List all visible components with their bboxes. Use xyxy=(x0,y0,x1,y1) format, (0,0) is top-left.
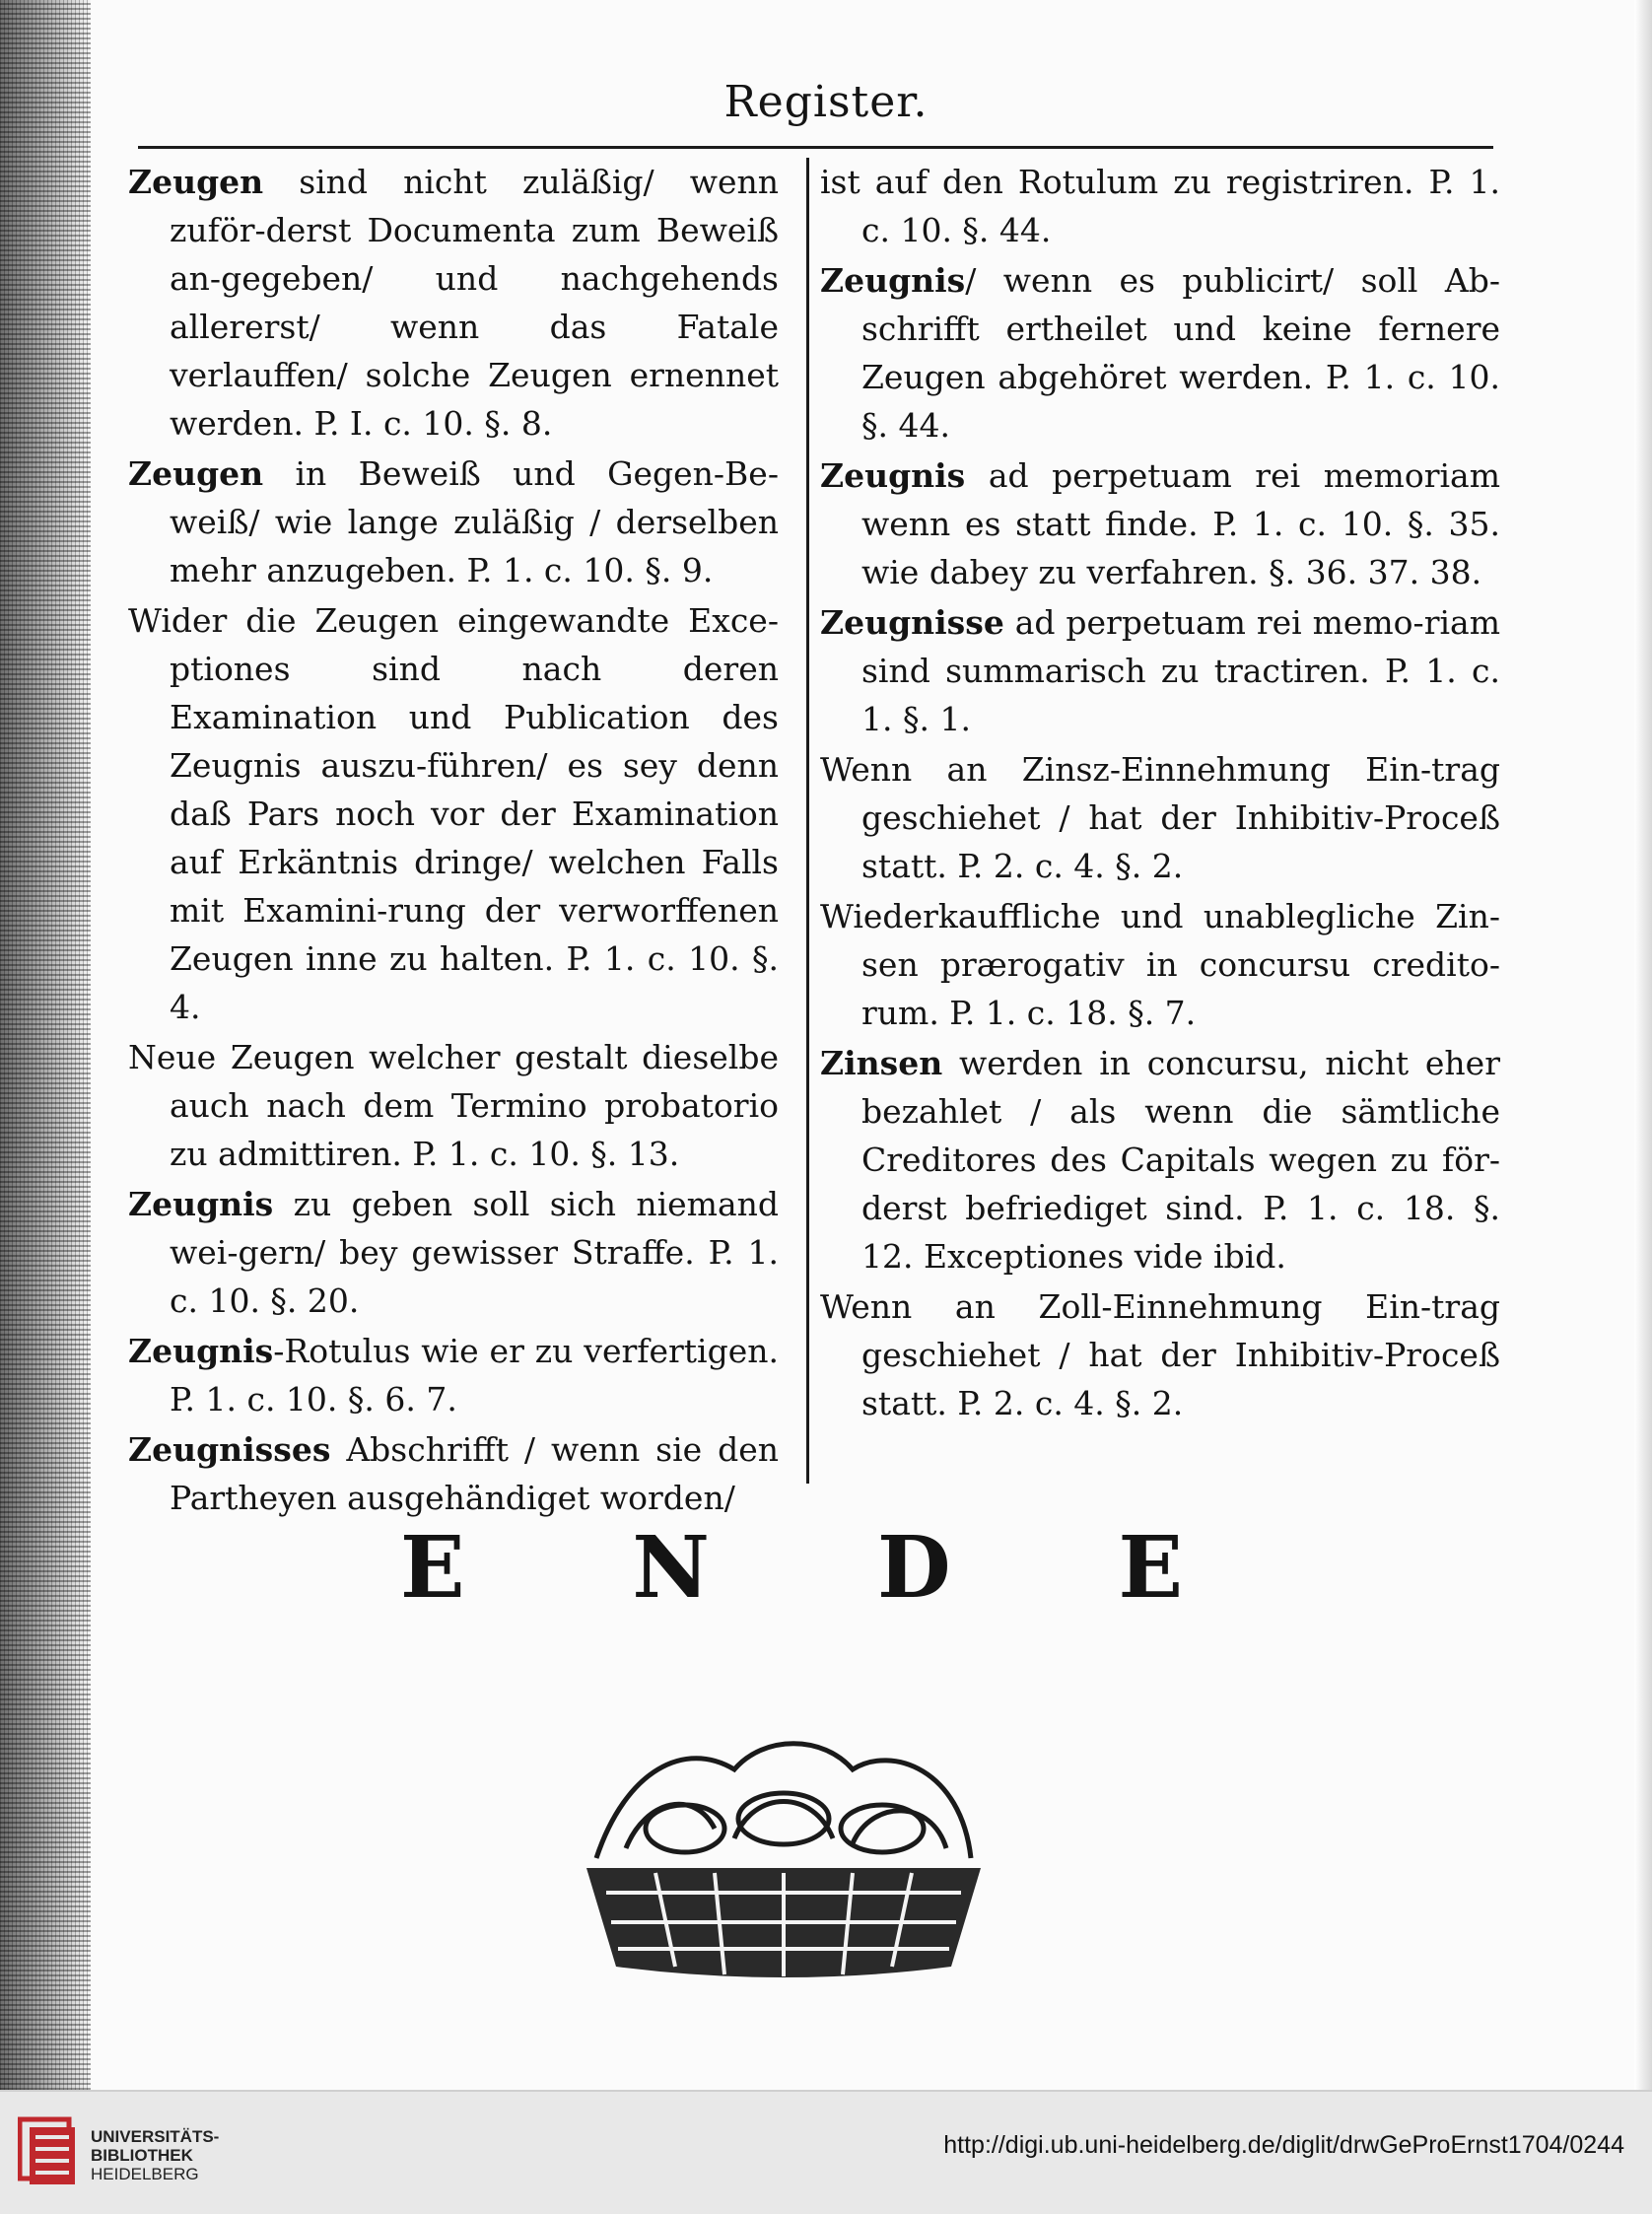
register-entry xyxy=(128,450,779,594)
entry-headword: Zeugnis xyxy=(128,1185,274,1223)
register-entry xyxy=(128,596,779,1031)
entry-text: / wenn es publicirt/ soll Ab-schrifft ertheilet und keine fernere Zeugen abgehöret werden. P. 1. c. 10. §. 44. xyxy=(861,261,1500,445)
register-entry xyxy=(820,256,1500,450)
entry-headword: Zeugnis xyxy=(128,1332,274,1370)
entry-text: zu geben soll sich niemand wei-gern/ bey gewisser Straffe. P. 1. c. 10. §. 20. xyxy=(170,1185,779,1320)
entry-text: ad perpetuam rei memoriam wenn es statt finde. P. 1. c. 10. §. 35. wie dabey zu verfahren. §. 36. 37. 38. xyxy=(861,456,1500,591)
register-entry xyxy=(128,1425,779,1522)
page-edge-left xyxy=(0,0,91,2090)
permalink-url[interactable]: http://digi.ub.uni-heidelberg.de/diglit/drwGeProErnst1704/0244 xyxy=(943,2131,1624,2159)
library-logo-icon[interactable] xyxy=(18,2113,79,2190)
library-name-line2: BIBLIOTHEK xyxy=(91,2146,193,2165)
entry-headword: Zinsen xyxy=(820,1044,943,1082)
entry-text: ist auf den Rotulum zu registriren. P. 1. c. 10. §. 44. xyxy=(820,163,1500,249)
entry-text: sind nicht zuläßig/ wenn zuför-derst Documenta zum Beweiß an-gegeben/ und nachgehends allererst/ wenn das Fatale verlauffen/ solche Zeugen ernennet werden. P. I. c. 10. §. 8. xyxy=(170,163,779,443)
entry-text: Wenn an Zinsz-Einnehmung Ein-trag geschiehet / hat der Inhibitiv-Proceß statt. P. 2. c. 4. §. 2. xyxy=(820,750,1500,885)
library-name-line1: UNIVERSITÄTS- xyxy=(91,2127,220,2146)
entry-text: ad perpetuam rei memo-riam sind summarisch zu tractiren. P. 1. c. 1. §. 1. xyxy=(861,603,1500,738)
register-entry xyxy=(128,1180,779,1325)
library-name xyxy=(91,2127,219,2183)
page-edge-right xyxy=(1634,0,1652,2090)
entry-text: Wenn an Zoll-Einnehmung Ein-trag geschiehet / hat der Inhibitiv-Proceß statt. P. 2. c. 4. §. 2. xyxy=(820,1287,1500,1422)
register-entry xyxy=(128,1327,779,1423)
register-entry xyxy=(820,451,1500,596)
basket-vignette-icon xyxy=(567,1730,1000,1986)
entry-headword: Zeugnisse xyxy=(820,603,1004,642)
register-entry xyxy=(820,892,1500,1037)
viewer-footer xyxy=(0,2090,1652,2214)
header-rule xyxy=(138,146,1493,149)
entry-text: in Beweiß und Gegen-Be-weiß/ wie lange zuläßig / derselben mehr anzugeben. P. 1. c. 10. §. 9. xyxy=(170,454,779,589)
entry-headword: Zeugnis xyxy=(820,261,966,300)
entry-text: -Rotulus wie er zu verfertigen. P. 1. c. 10. §. 6. 7. xyxy=(170,1332,779,1418)
register-entry xyxy=(820,745,1500,890)
entry-headword: Zeugnis xyxy=(820,456,966,495)
register-entry xyxy=(820,158,1500,254)
register-entry xyxy=(820,1039,1500,1280)
register-entry xyxy=(820,1282,1500,1427)
page-header: Register. xyxy=(723,77,929,127)
left-column xyxy=(128,158,779,1524)
entry-text: Wider die Zeugen eingewandte Exce-ptiones sind nach deren Examination und Publication des Zeugnis auszu-führen/ es sey denn daß Pars noch vor der Examination auf Erkäntnis dringe/ welchen Falls mit Examini-rung der verworffenen Zeugen inne zu halten. P. 1. c. 10. §. 4. xyxy=(128,601,779,1026)
entry-text: Wiederkauffliche und unablegliche Zin-sen prærogativ in concursu credito-rum. P. 1. c. 18. §. 7. xyxy=(820,897,1500,1032)
right-column xyxy=(820,158,1500,1429)
register-entry xyxy=(820,598,1500,743)
entry-headword: Zeugen xyxy=(128,454,264,493)
entry-text: Neue Zeugen welcher gestalt dieselbe auch nach dem Termino probatorio zu admittiren. P. 1. c. 10. §. 13. xyxy=(128,1038,779,1173)
ende-title: E N D E xyxy=(399,1518,1253,1618)
entry-headword: Zeugnisses xyxy=(128,1430,331,1469)
register-entry xyxy=(128,158,779,448)
entry-headword: Zeugen xyxy=(128,163,264,201)
register-entry xyxy=(128,1033,779,1178)
entry-text: werden in concursu, nicht eher bezahlet / als wenn die sämtliche Creditores des Capitals wegen zu för-derst befriediget sind. P. 1. c. 18. §. 12. Exceptiones vide ibid. xyxy=(861,1044,1500,1276)
column-divider xyxy=(806,158,809,1484)
entry-text: Abschrifft / wenn sie den Partheyen ausgehändiget worden/ xyxy=(170,1430,779,1517)
library-name-line3: HEIDELBERG xyxy=(91,2165,199,2183)
